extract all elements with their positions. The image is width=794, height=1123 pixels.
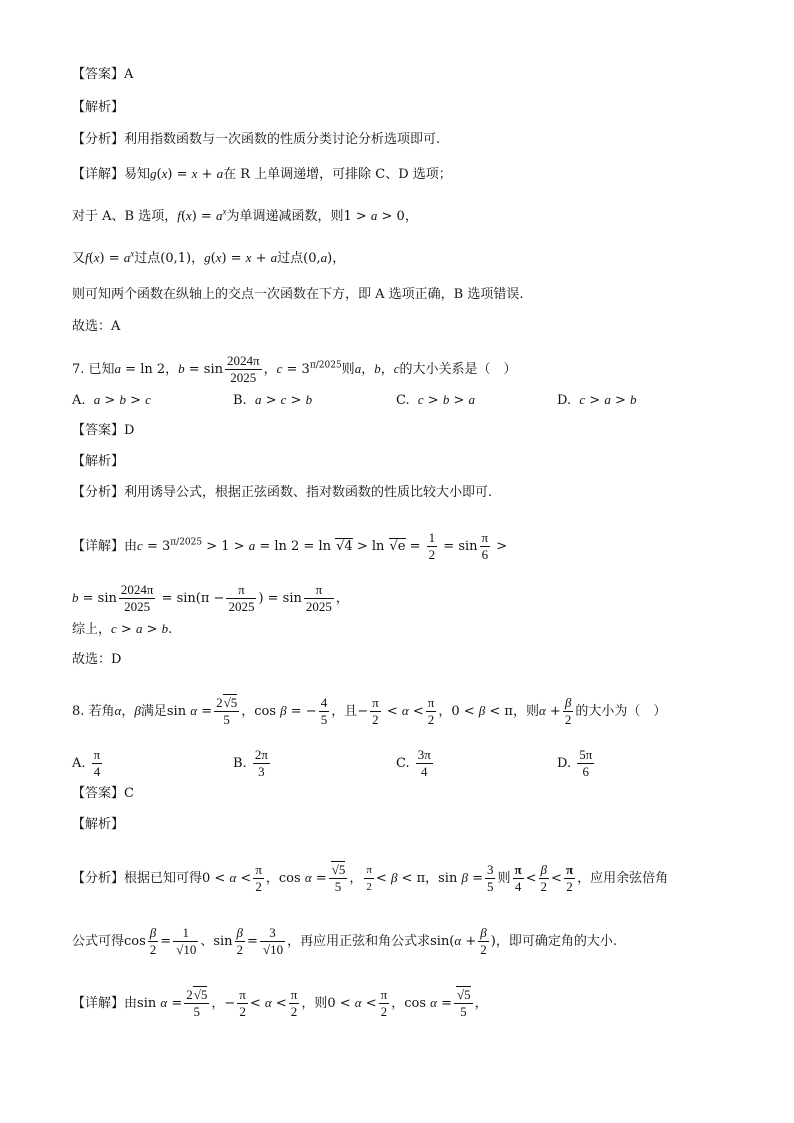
option-q7-d: D. c > a > b (557, 392, 637, 408)
xiangjie-line2-q7: b = sin $\frac{2024\pi}{2025}$ = sin(π − $\frac{\pi}{2025}$ ) = sin $\frac{\pi}{2025}$ ， (72, 582, 349, 614)
choose-q7: 故选：D (72, 652, 122, 667)
xiangjie-line1-q6: 【详解】易知g(x) = x + a在 R 上单调递增，可排除 C、D 选项； (72, 166, 452, 182)
summary-q7: 综上，c > a > b. (72, 621, 173, 637)
question-7-stem: 7. 已知a = ln 2，b = sin $\frac{2024\pi}{2025}$ ，$c = 3^{\pi/2025}$则a，b，c的大小关系是（ ） (72, 353, 517, 385)
formula-f: f (177, 208, 181, 223)
fenxi-line-q7: 【分析】利用诱导公式，根据正弦函数、指对数函数的性质比较大小即可. (72, 485, 493, 500)
analysis-heading-q7: 【解析】 (72, 454, 125, 469)
option-q8-a: A. $\frac{\pi}{4}$ (72, 747, 101, 779)
xiangjie-line1-q8: 【详解】由sin α = $\frac{2√5}{5}$ ，− $\frac{\pi}{2}$ < α < $\frac{\pi}{2}$ ，则0 < α < $\frac{\pi}{2}$ ，cos α = $\frac{√5}{5}$ ， (72, 987, 488, 1019)
answer-line-q7: 【答案】D (72, 423, 135, 438)
question-8-stem: 8. 若角α，β满足sin α = $\frac{2√5}{5}$ ，cos β = − $\frac{4}{5}$ ，且− $\frac{\pi}{2}$ < α < $\frac{\pi}{2}$ ，0 < β < π，则α + $\frac{\beta}{2}$ 的大小为（ ） (72, 695, 667, 727)
analysis-heading-q8: 【解析】 (72, 817, 125, 832)
fenxi-line-q6: 【分析】利用指数函数与一次函数的性质分类讨论分析选项即可. (72, 132, 441, 147)
option-q8-d: D. $\frac{5\pi}{6}$ (557, 747, 593, 779)
fenxi-line2-q8: 公式可得cos $\frac{\beta}{2}$ = $\frac{1}{√10}$ 、sin $\frac{\beta}{2}$ = $\frac{3}{√10}$ ，再应用正弦和角公式求sin(α + $\frac{\beta}{2}$ )，即可确定角的大小. (72, 925, 617, 957)
option-q7-c: C. c > b > a (396, 392, 476, 408)
xiangjie-line1-q7: 【详解】由$c = 3^{\pi/2025} > 1 > a = \ln 2 = \ln √4 > \ln √e$ = $\frac{1}{2}$ = sin $\frac{\pi}{6}$ > (72, 530, 508, 562)
xiangjie-line2-q6: 对于 A、B 选项，$f(x) = a^x$为单调递减函数，则1 > a > 0， (72, 206, 418, 224)
formula-g: g (150, 166, 157, 181)
xiangjie-line3-q6: 又$f(x) = a^x$过点(0,1)，g(x) = x + a过点(0,a)， (72, 248, 346, 266)
answer-line-q6: 【答案】A (72, 67, 134, 82)
option-q8-c: C. $\frac{3\pi}{4}$ (396, 747, 431, 779)
choose-q6: 故选：A (72, 319, 121, 334)
option-q8-b: B. $\frac{2\pi}{3}$ (233, 747, 268, 779)
fraction-2024pi-2025: $\frac{2024\pi}{2025}$ (227, 353, 260, 385)
xiangjie-line4-q6: 则可知两个函数在纵轴上的交点一次函数在下方，即 A 选项正确，B 选项错误. (72, 287, 524, 302)
option-q7-a: A. a > b > c (72, 392, 151, 408)
option-q7-b: B. a > c > b (233, 392, 313, 408)
answer-line-q8: 【答案】C (72, 786, 134, 801)
analysis-heading-q6: 【解析】 (72, 100, 125, 115)
fenxi-line1-q8: 【分析】根据已知可得0 < α < $\frac{\pi}{2}$ ，cos α = $\frac{√5}{5}$ ， $\frac{\pi}{2}$ < β < π，sin β = $\frac{3}{5}$ 则 $\frac{\pi}{4}$ < $\frac{\beta}{2}$ < $\frac{\pi}{2}$ ，应用余弦倍角 (72, 862, 669, 894)
